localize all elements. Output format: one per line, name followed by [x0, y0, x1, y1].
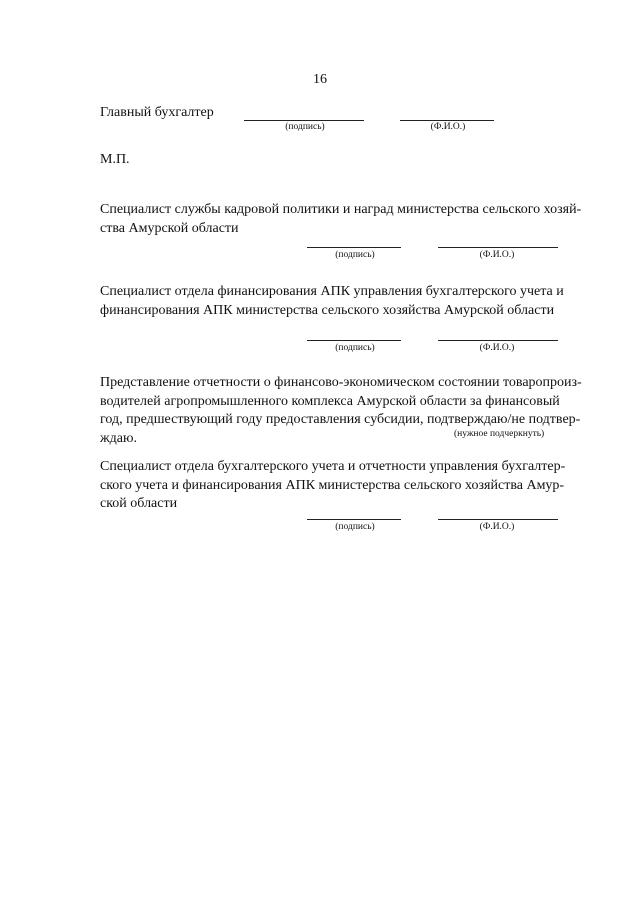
reporting-statement-line-3: год, предшествующий году предоставления субсидии, подтверждаю/не подтвер- — [100, 412, 581, 427]
reporting-statement-line-1: Представление отчетности о финансово-экономическом состоянии товаропроиз- — [100, 375, 582, 390]
page-number: 16 — [313, 72, 327, 87]
finance-specialist-name-caption: (Ф.И.О.) — [479, 343, 515, 353]
finance-specialist-text — [100, 283, 586, 320]
chief-accountant-name-line — [400, 120, 494, 121]
accounting-specialist-line-3: ской области — [100, 496, 178, 511]
reporting-statement-line-2: водителей агропромышленного комплекса Амурской области за финансовый — [100, 393, 560, 409]
accounting-specialist-line-2: ского учета и финансирования АПК министерства сельского хозяйства Амур- — [100, 477, 565, 493]
chief-accountant-label: Главный бухгалтер — [100, 105, 214, 120]
hr-specialist-signature-line — [307, 247, 401, 248]
accounting-specialist-signature-line — [307, 519, 401, 520]
hr-specialist-text — [100, 201, 586, 238]
chief-accountant-signature-line — [244, 120, 364, 121]
hr-specialist-name-line — [438, 247, 558, 248]
hr-specialist-line-1: Специалист службы кадровой политики и наград министерства сельского хозяй- — [100, 202, 582, 217]
stamp-place: М.П. — [100, 152, 130, 167]
chief-accountant-name-caption: (Ф.И.О.) — [430, 122, 466, 132]
finance-specialist-signature-caption: (подпись) — [335, 343, 375, 353]
chief-accountant-signature-caption: (подпись) — [285, 122, 325, 132]
accounting-specialist-name-line — [438, 519, 558, 520]
finance-specialist-name-line — [438, 340, 558, 341]
finance-specialist-signature-line — [307, 340, 401, 341]
hr-specialist-name-caption: (Ф.И.О.) — [479, 250, 515, 260]
finance-specialist-line-1: Специалист отдела финансирования АПК управления бухгалтерского учета и — [100, 284, 564, 299]
finance-specialist-line-2: финансирования АПК министерства сельского хозяйства Амурской области — [100, 302, 555, 318]
hr-specialist-line-2: ства Амурской области — [100, 220, 239, 236]
accounting-specialist-name-caption: (Ф.И.О.) — [479, 522, 515, 532]
accounting-specialist-signature-caption: (подпись) — [335, 522, 375, 532]
accounting-specialist-text — [100, 458, 586, 514]
accounting-specialist-line-1: Специалист отдела бухгалтерского учета и отчетности управления бухгалтер- — [100, 459, 566, 474]
reporting-statement-note: (нужное подчеркнуть) — [454, 429, 545, 439]
reporting-statement-line-4: ждаю. — [100, 430, 137, 446]
hr-specialist-signature-caption: (подпись) — [335, 250, 375, 260]
